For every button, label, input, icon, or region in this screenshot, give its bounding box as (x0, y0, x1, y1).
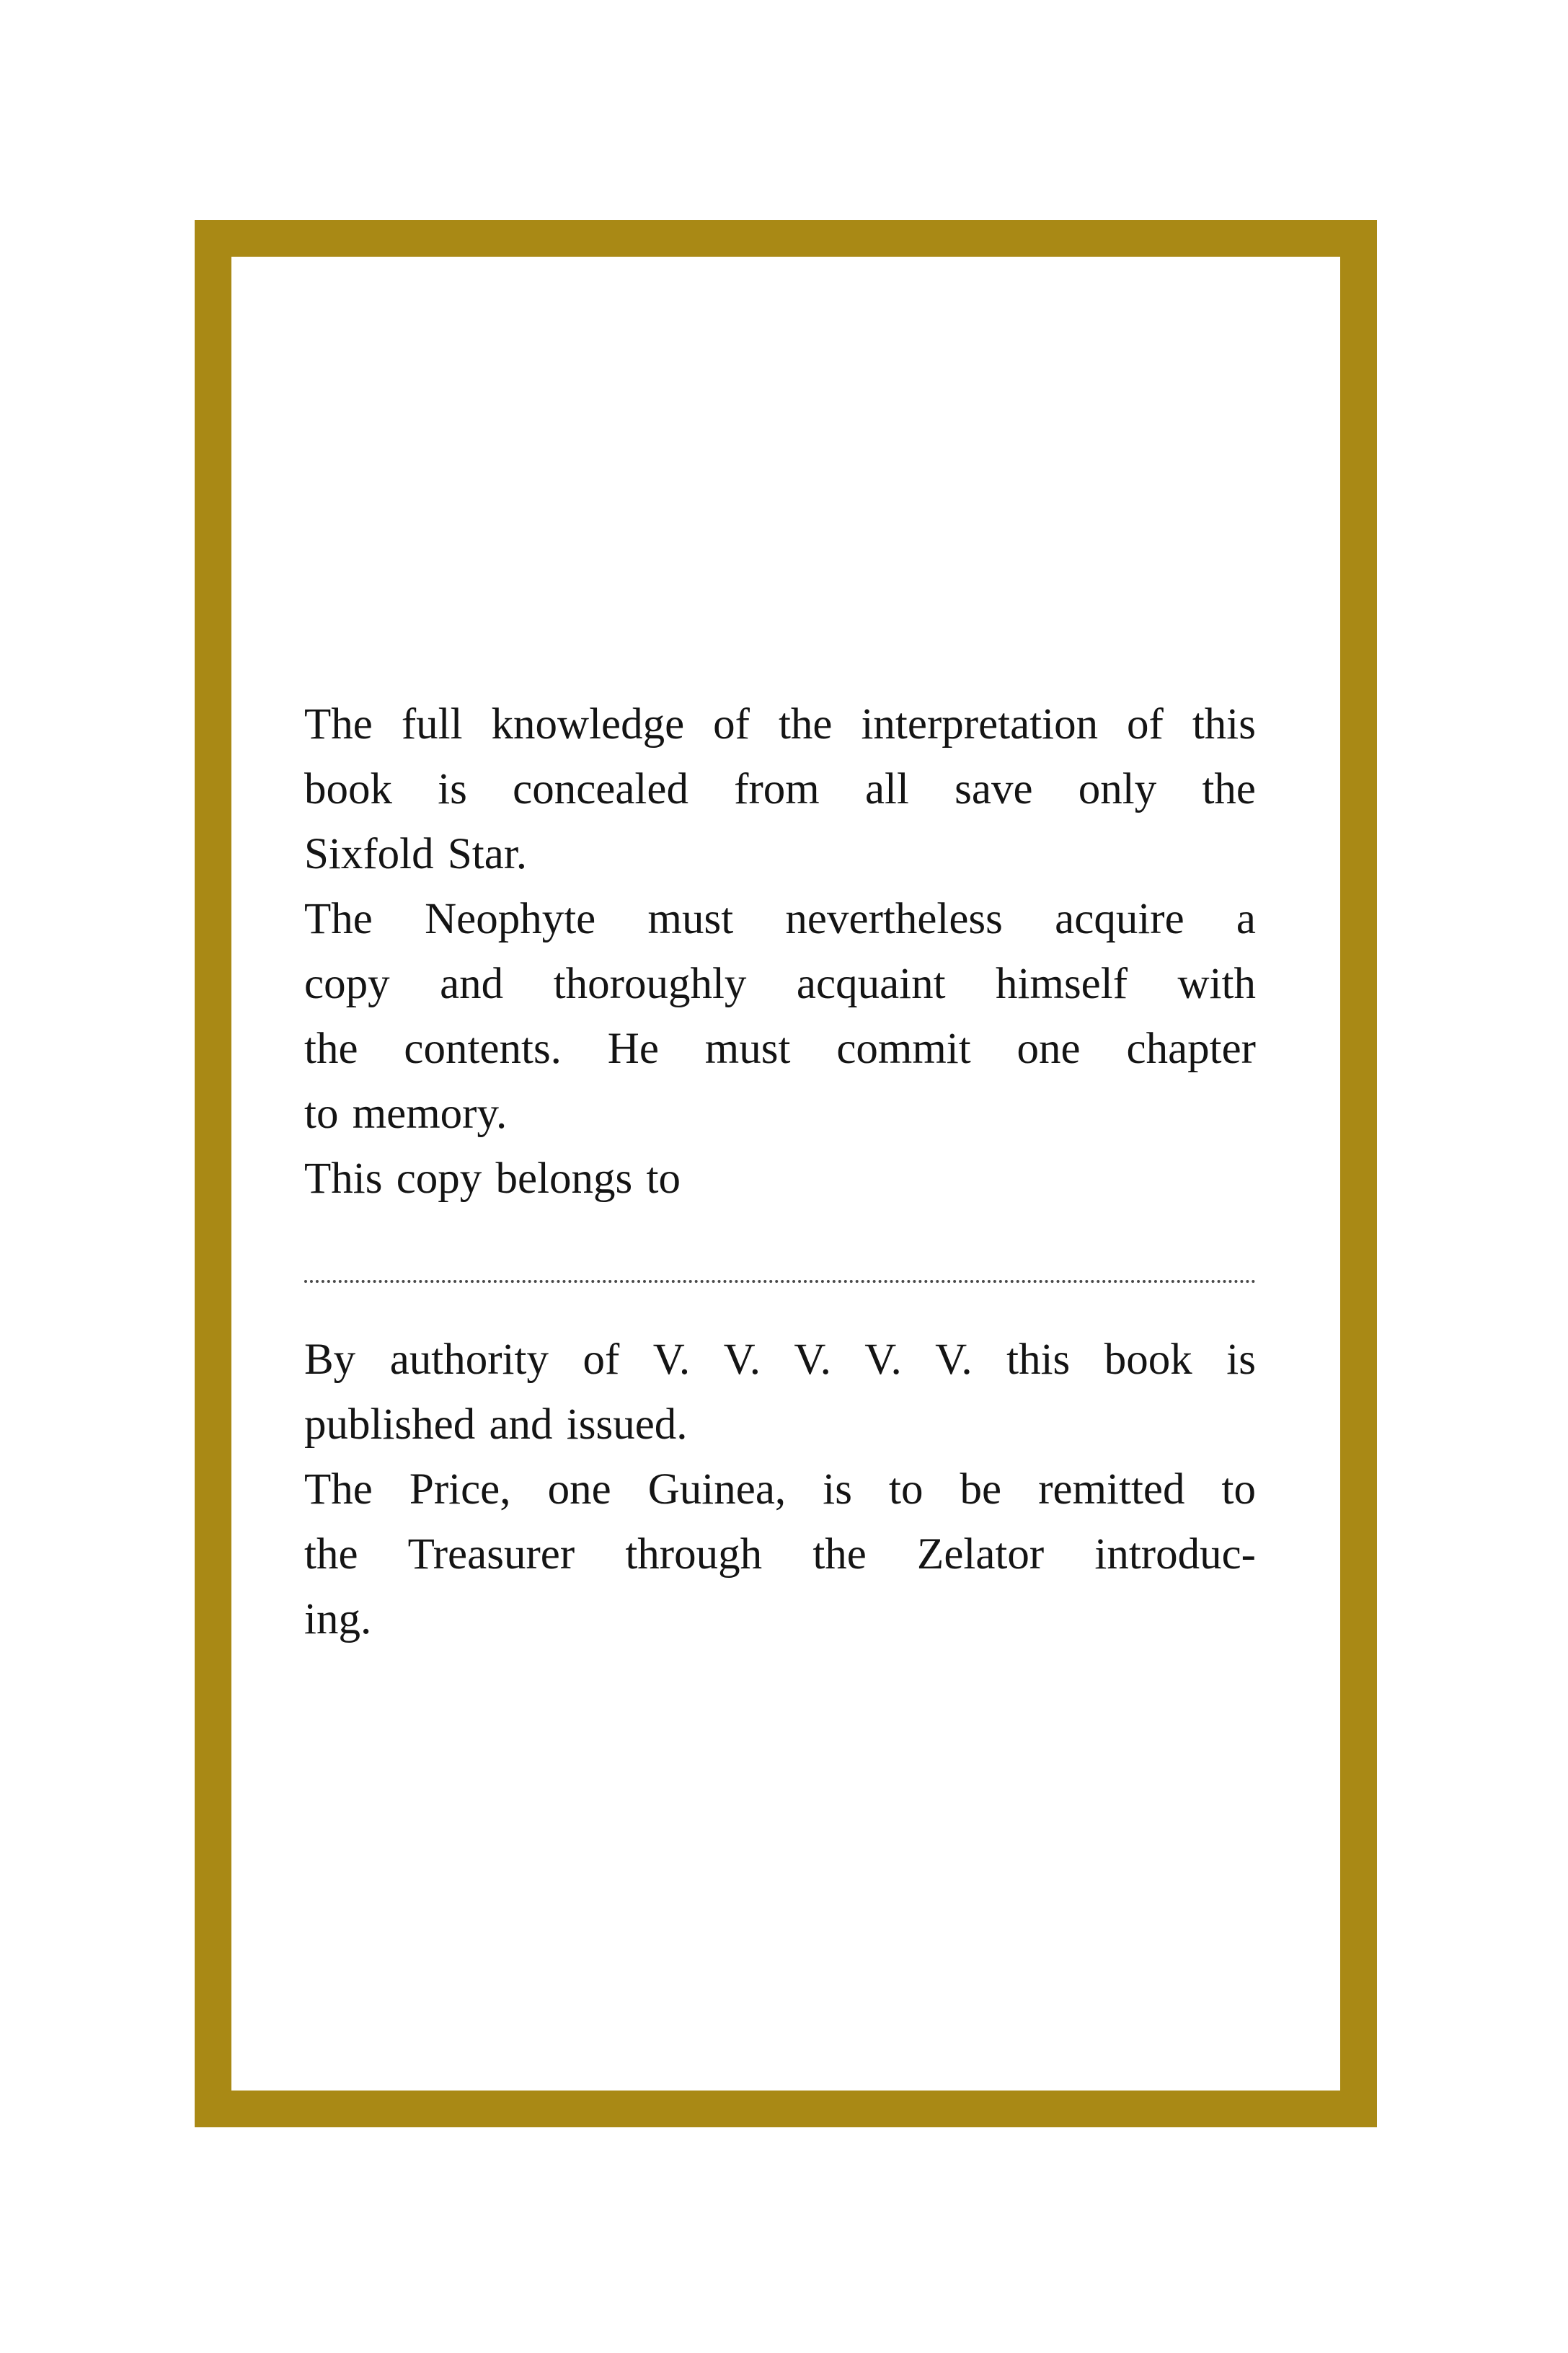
text-line: copy and thoroughly acquaint himself with (304, 960, 1256, 1008)
interpretation-notice (304, 692, 1256, 887)
text-line: ing. (304, 1595, 372, 1643)
text-line: book is concealed from all save only the (304, 765, 1256, 813)
text-line: to memory. (304, 1090, 508, 1138)
text-line: The Price, one Guinea, is to be remitted to (304, 1465, 1256, 1514)
ownership-label (304, 1147, 1256, 1211)
text-line: By authority of V. V. V. V. V. this book is (304, 1336, 1256, 1384)
text-line: The Neophyte must nevertheless acquire a (304, 895, 1256, 943)
neophyte-notice (304, 887, 1256, 1147)
text-block (304, 692, 1256, 1652)
text-line: published and issued. (304, 1400, 688, 1449)
text-line: This copy belongs to (304, 1155, 681, 1203)
owner-name-dotted-line (304, 1280, 1256, 1283)
authority-statement (304, 1328, 1256, 1457)
text-line: the contents. He must commit one chapter (304, 1025, 1256, 1073)
text-line: Sixfold Star. (304, 830, 528, 878)
text-line: The full knowledge of the interpretation of this (304, 700, 1256, 749)
price-statement (304, 1457, 1256, 1652)
text-line: the Treasurer through the Zelator introduc- (304, 1530, 1256, 1579)
